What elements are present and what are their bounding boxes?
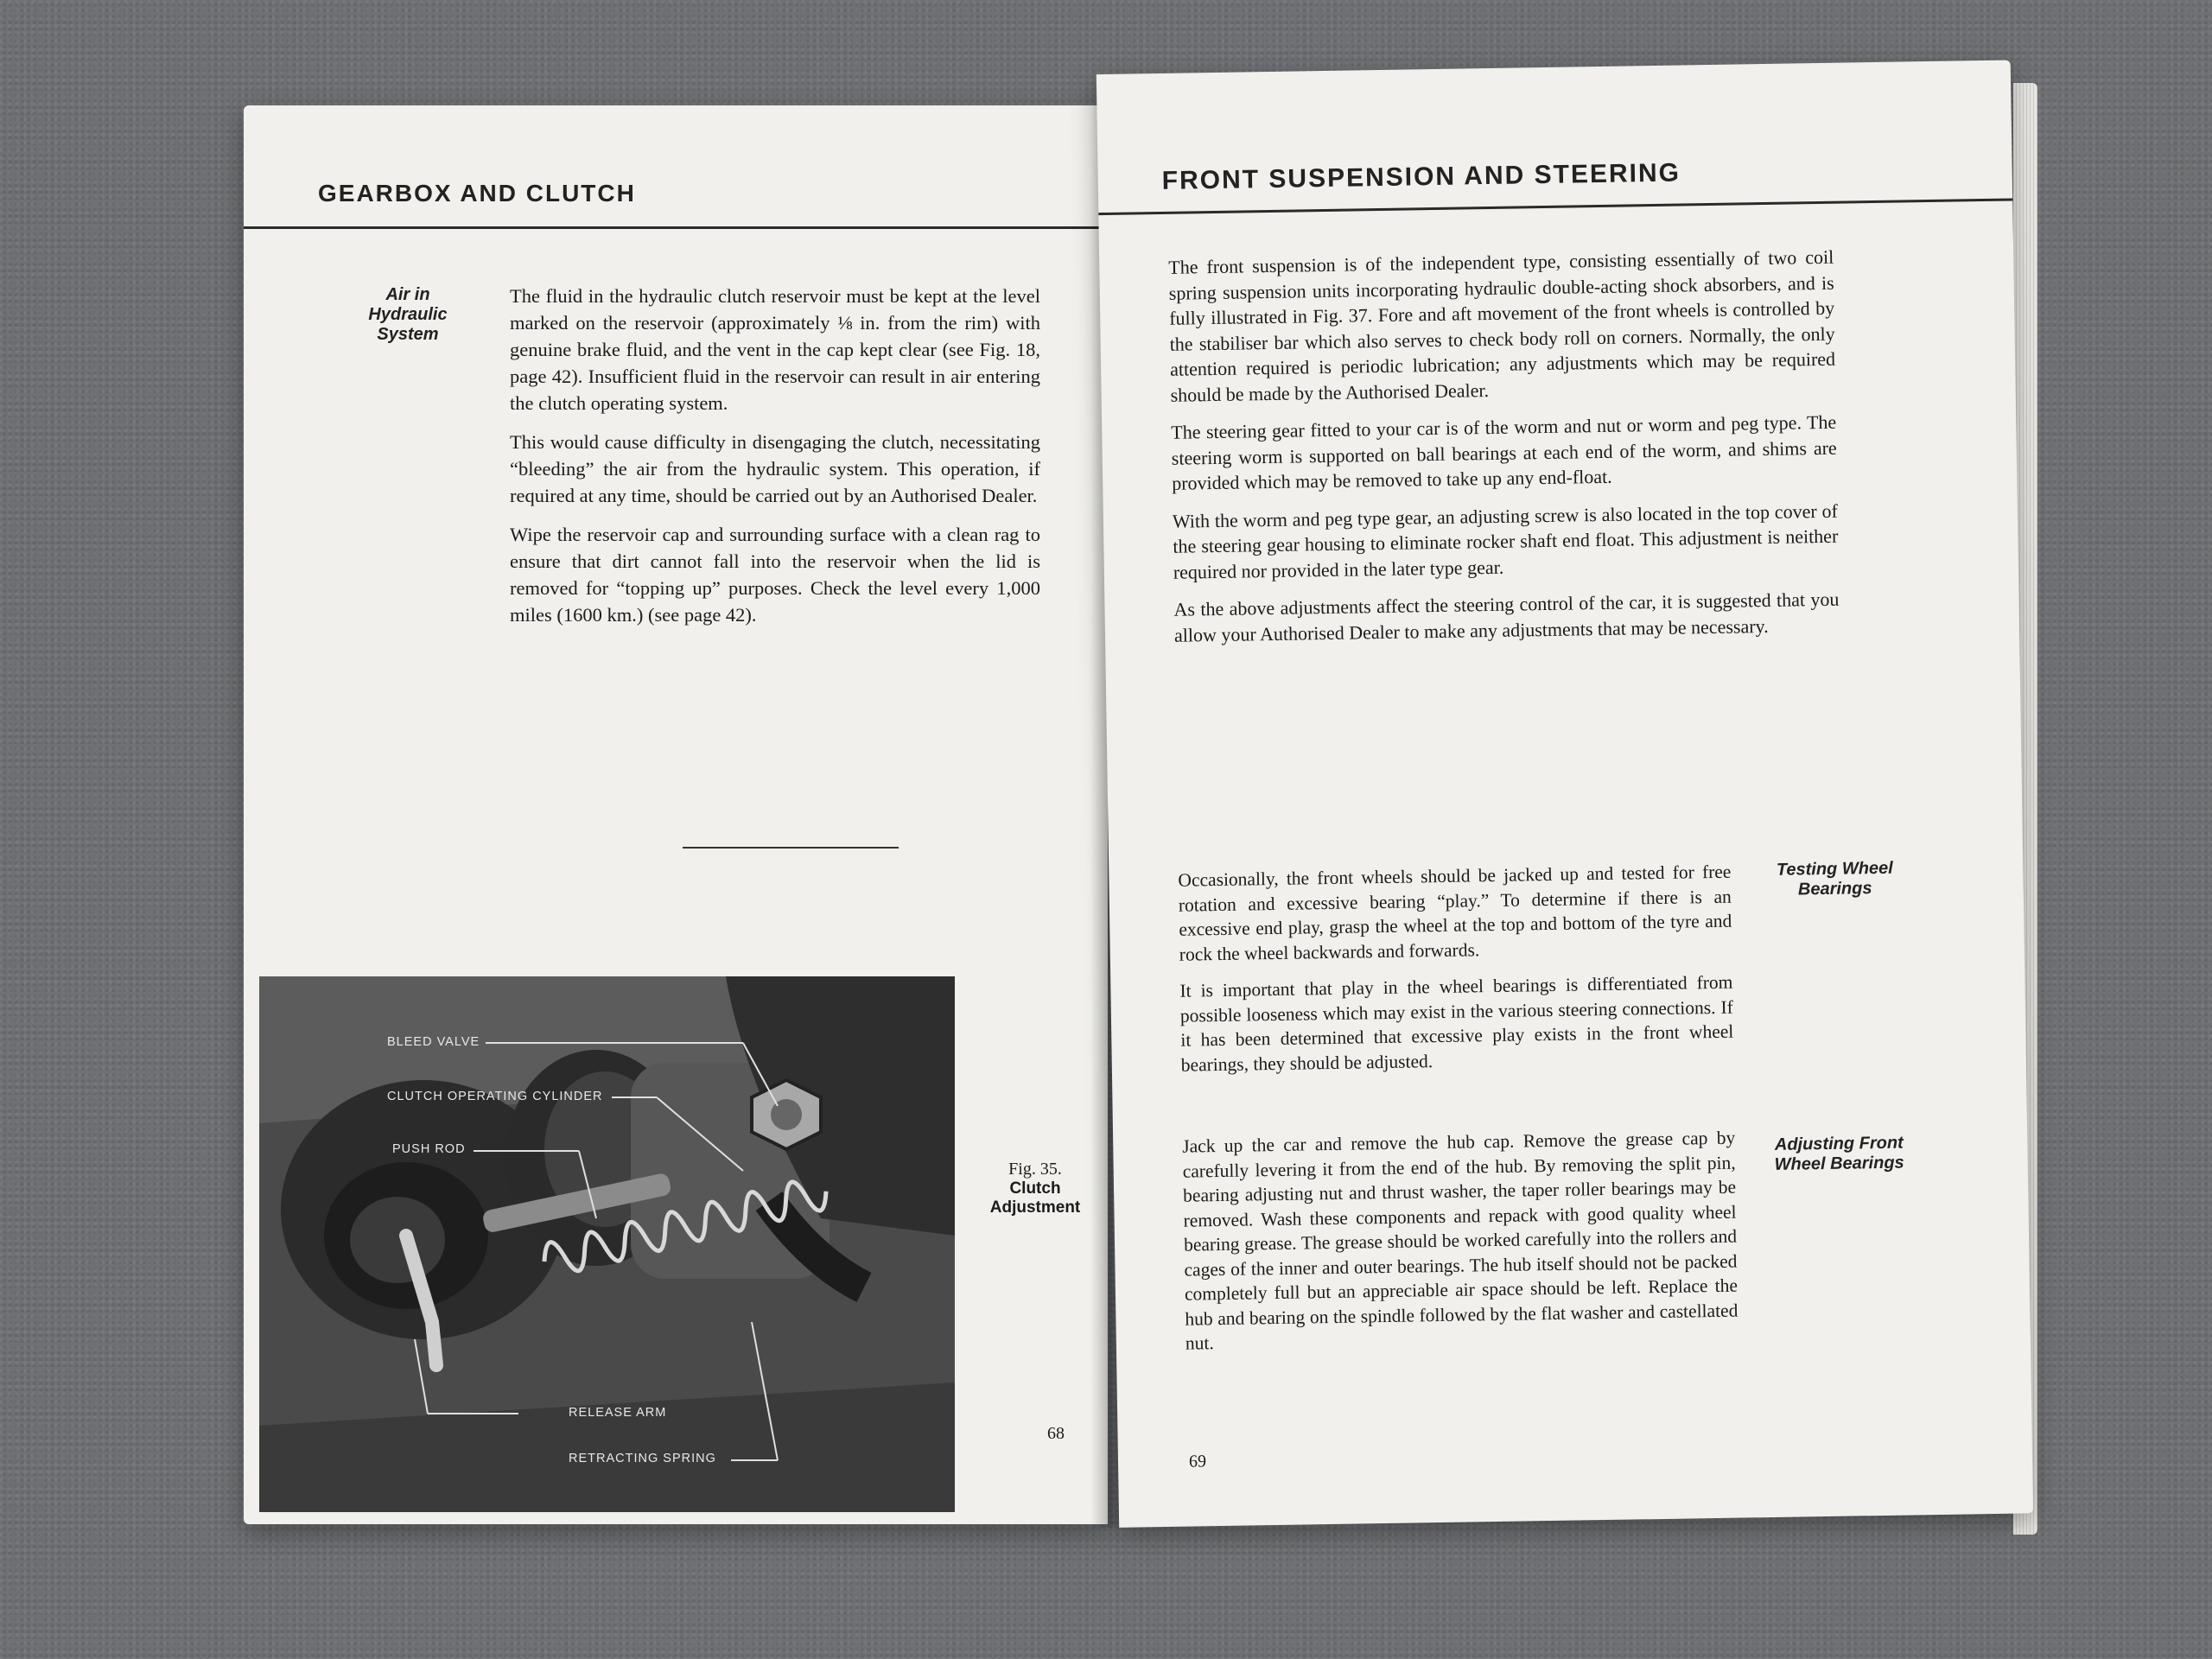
paragraph: As the above adjustments affect the steering control of the car, it is suggested that you allow your Authorised Dealer to make any adjustments that may be necessary. xyxy=(1173,588,1840,646)
paragraph: Jack up the car and remove the hub cap. Remove the grease cap by carefully levering it from the end of the hub. By removing the split pin, bearing adjusting nut and thrust washer, the taper roller bearings may be removed. Wash these components and repack with good quality wheel bearing grease. The grease should be worked carefully into the rollers and cages of the inner and outer bearings. The hub itself should not be packed completely full but an appreciable air space should be left. Replace the hub and bearing on the spindle followed by the flat washer and castellated nut. xyxy=(1182,1127,1738,1354)
adjusting-front-wheel-bearings-heading: Adjusting Front Wheel Bearings xyxy=(1774,1133,1904,1174)
clutch-operating-cylinder-label: CLUTCH OPERATING CYLINDER xyxy=(387,1090,603,1103)
figure-caption xyxy=(966,1160,1104,1217)
paragraph: The front suspension is of the independent type, consisting essentially of two coil spring suspension units incorporating hydraulic double-acting shock absorbers, and is fully illustrated in Fig. 37. Fore and aft movement of the front wheels is controlled by the stabiliser bar which also serves to check body roll on corners. Normally, the only attention required is periodic lubrication; any adjustments which may be required should be made by the Authorised Dealer. xyxy=(1168,245,1836,406)
left-body-text xyxy=(510,283,1040,640)
paragraph: This would cause difficulty in disengaging the clutch, necessitating “bleeding” the air from the hydraulic system. This operation, if required at any time, should be carried out by an Authorised Dealer. xyxy=(510,431,1040,506)
retracting-spring-label: RETRACTING SPRING xyxy=(569,1452,716,1465)
testing-wheel-bearings-heading: Testing Wheel Bearings xyxy=(1776,858,1893,899)
figure-number: Fig. 35. xyxy=(1008,1160,1062,1179)
right-page-number: 69 xyxy=(1188,1452,1207,1471)
right-head-rule xyxy=(1098,198,2012,215)
adjusting-section-text xyxy=(1182,1126,1738,1369)
release-arm-label: RELEASE ARM xyxy=(569,1406,667,1420)
bleed-valve-label: BLEED VALVE xyxy=(387,1035,480,1049)
right-running-head: FRONT SUSPENSION AND STEERING xyxy=(1161,158,1681,195)
paragraph: Wipe the reservoir cap and surrounding surface with a clean rag to ensure that dirt cannot fall into the reservoir when the lid is removed for “topping up” purposes. Check the level every 1,000 miles (1600 km.) (see page 42). xyxy=(510,524,1040,626)
clutch-adjustment-photo xyxy=(259,976,955,1512)
right-body-text xyxy=(1168,245,1840,660)
left-page-number: 68 xyxy=(1047,1424,1065,1443)
paragraph: Occasionally, the front wheels should be jacked up and tested for free rotation and excessive bearing “play.” To determine if there is an excessive end play, grasp the wheel at the top and bottom of the tyre and rock the wheel backwards and forwards. xyxy=(1178,861,1732,965)
left-running-head: GEARBOX AND CLUTCH xyxy=(318,180,636,207)
figure-title: Clutch Adjustment xyxy=(989,1179,1081,1217)
paragraph: It is important that play in the wheel bearings is differentiated from possible looseness which may exist in the various steering connections. If it has been determined that excessive play exists in the front wheel bearings, they should be adjusted. xyxy=(1179,971,1734,1076)
paragraph: With the worm and peg type gear, an adjusting screw is also located in the top cover of the steering gear housing to eliminate rocker shaft end float. This adjustment is neither required nor provided in the later type gear. xyxy=(1172,499,1839,583)
left-head-rule xyxy=(244,226,1108,229)
paragraph: The steering gear fitted to your car is of the worm and nut or worm and peg type. The steering worm is supported on ball bearings at each end of the worm, and shims are provided which may be removed to take up any end-float. xyxy=(1171,410,1837,494)
right-page xyxy=(1096,60,2033,1527)
paragraph: The fluid in the hydraulic clutch reservoir must be kept at the level marked on the reservoir (approximately ⅛ in. from the rim) with genuine brake fluid, and the vent in the cap kept clear (see Fig. 18, page 42). Insufficient fluid in the reservoir can result in air entering the clutch operating system. xyxy=(510,285,1040,414)
testing-section-text xyxy=(1178,860,1734,1090)
air-in-hydraulic-system-heading: Air in Hydraulic System xyxy=(368,285,448,344)
push-rod-label: PUSH ROD xyxy=(392,1142,466,1156)
clutch-mechanism-illustration xyxy=(259,976,955,1512)
section-divider xyxy=(683,847,899,849)
